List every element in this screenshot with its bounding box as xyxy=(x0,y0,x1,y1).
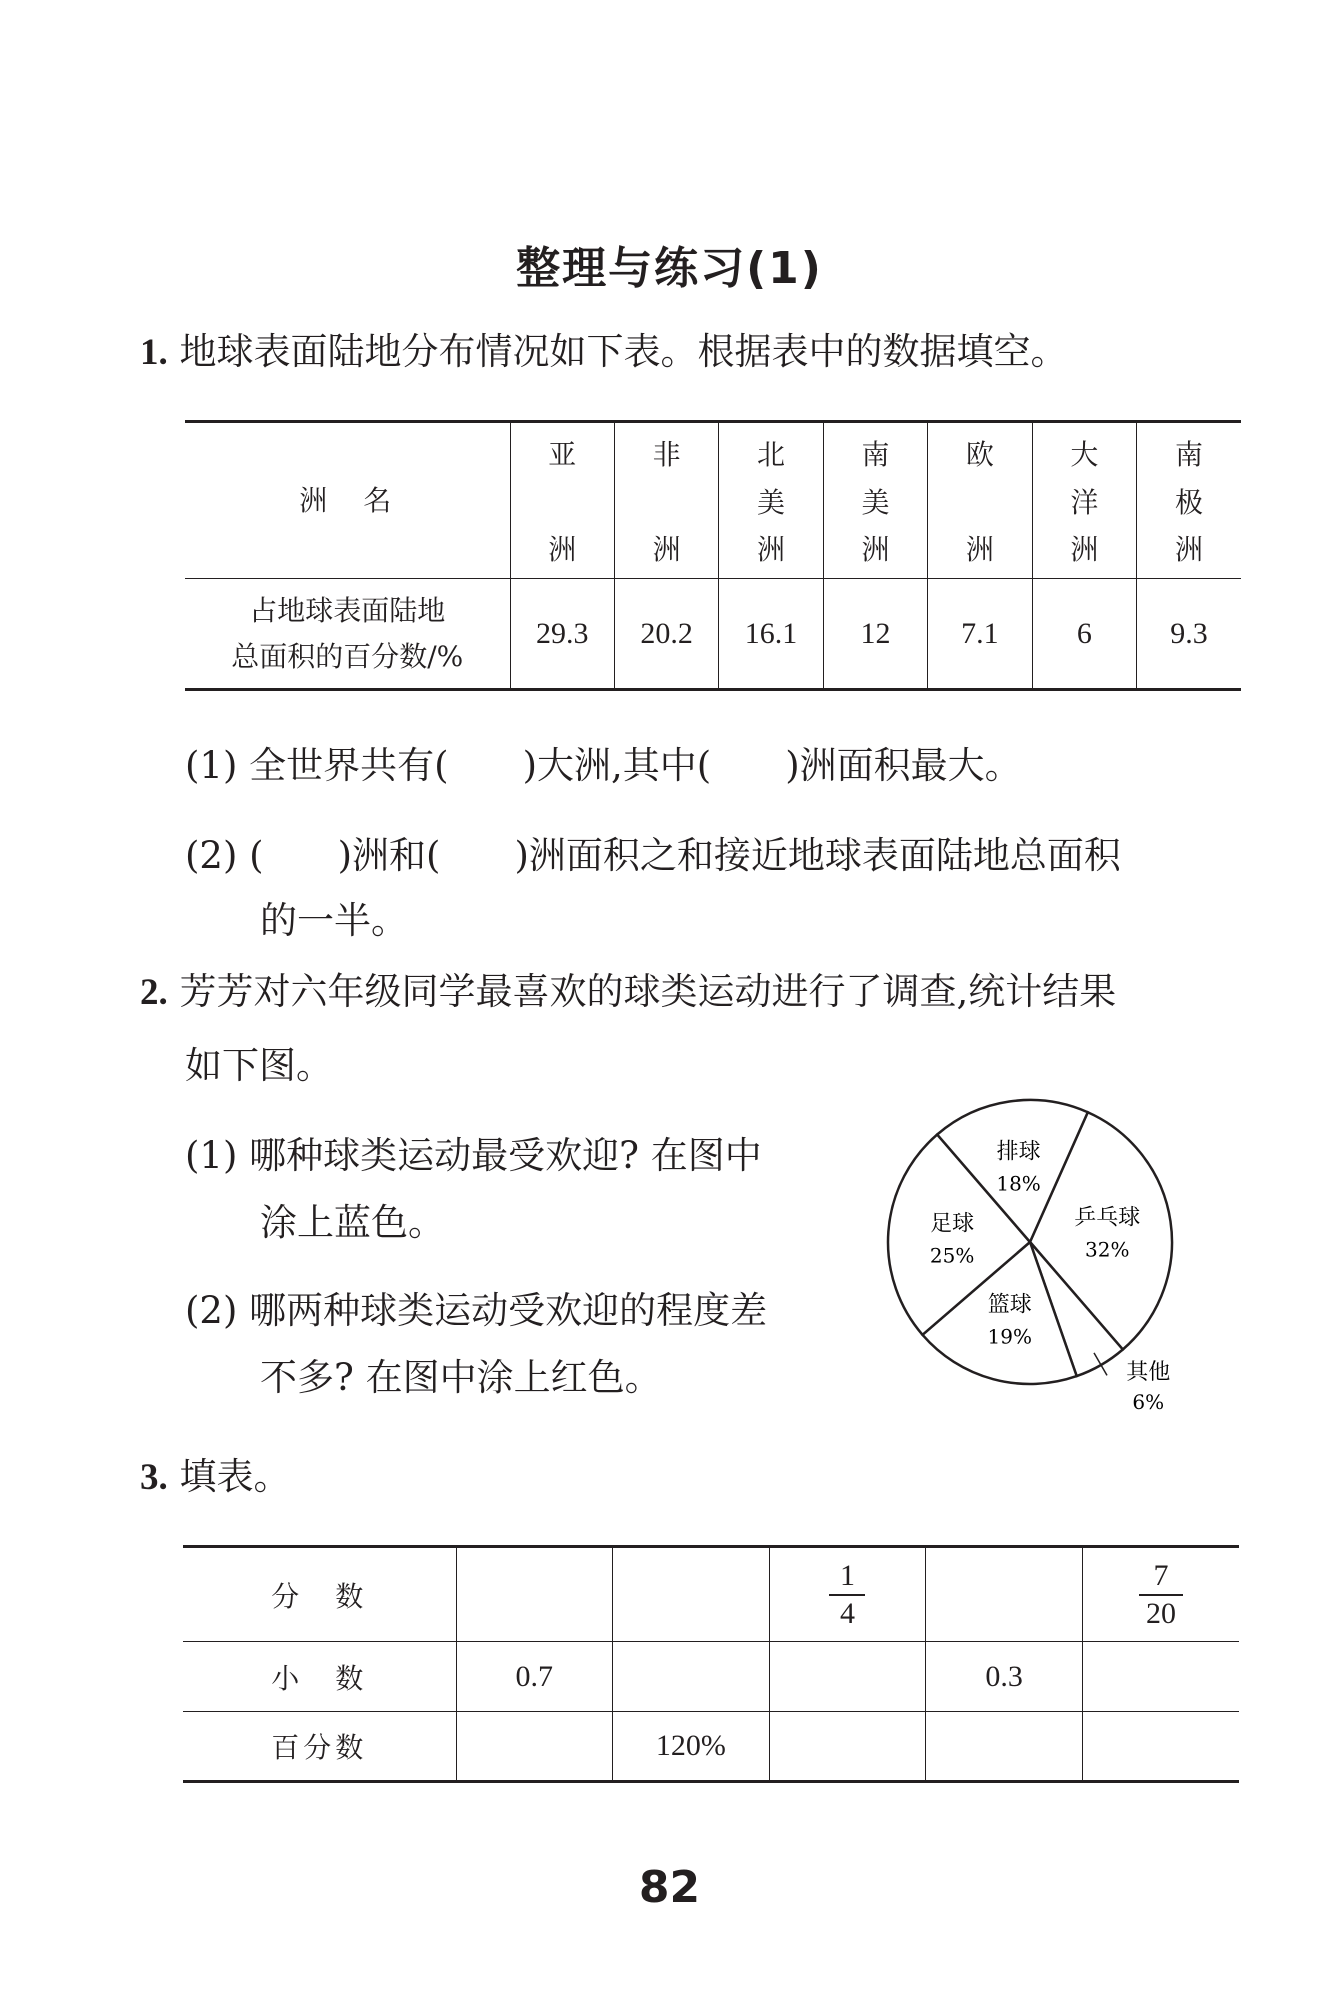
answer-cell[interactable] xyxy=(1082,1712,1239,1782)
fraction: $\frac{7}{20}$ xyxy=(1139,1558,1183,1632)
value-cell: 6 xyxy=(1032,579,1136,690)
q2-sub2-line1: (2) 哪两种球类运动受欢迎的程度差 xyxy=(185,1289,768,1332)
answer-cell[interactable] xyxy=(926,1712,1083,1782)
continent-header: 南 美 洲 xyxy=(823,422,927,579)
q2-sub1-line1: (1) 哪种球类运动最受欢迎? 在图中 xyxy=(185,1134,762,1177)
continent-table xyxy=(185,420,1241,691)
question-text: 地球表面陆地分布情况如下表。根据表中的数据填空。 xyxy=(179,330,1068,373)
pie-slice-percent: 25% xyxy=(929,1243,975,1268)
table-row xyxy=(185,422,1241,579)
value-cell: 16.1 xyxy=(719,579,823,690)
pie-slice-label: 足球 xyxy=(930,1211,975,1237)
page-title: 整理与练习(1) xyxy=(516,243,823,294)
pie-slice-label: 其他 xyxy=(1126,1359,1171,1385)
answer-cell[interactable] xyxy=(613,1642,770,1712)
q1-sub1: (1) 全世界共有( )大洲,其中( )洲面积最大。 xyxy=(185,744,1022,787)
continent-header: 非 洲 xyxy=(614,422,718,579)
question-1 xyxy=(140,330,1068,375)
table-row xyxy=(183,1547,1239,1642)
value-cell: 120% xyxy=(613,1712,770,1782)
fill-in-table xyxy=(183,1545,1239,1783)
name-header-cell: 洲 名 xyxy=(185,422,510,579)
value-cell: 9.3 xyxy=(1137,579,1241,690)
q1-sub2-line2: 的一半。 xyxy=(260,899,408,942)
pie-slice-percent: 18% xyxy=(996,1171,1041,1196)
answer-cell[interactable] xyxy=(456,1712,613,1782)
value-cell: 7.1 xyxy=(928,579,1032,690)
row-label: 百分数 xyxy=(183,1712,456,1782)
value-cell: 12 xyxy=(823,579,927,690)
table-row xyxy=(185,579,1241,690)
fraction: $\frac{1}{4}$ xyxy=(829,1558,865,1632)
pie-slice-percent: 32% xyxy=(1085,1237,1130,1262)
q2-sub2-line2: 不多? 在图中涂上红色。 xyxy=(260,1356,662,1399)
fraction-cell xyxy=(769,1547,926,1642)
row-label: 分 数 xyxy=(183,1547,456,1642)
value-cell: 0.7 xyxy=(456,1642,613,1712)
question-number: 1. xyxy=(140,332,168,373)
pie-slice-percent: 19% xyxy=(987,1324,1033,1349)
answer-cell[interactable] xyxy=(926,1547,1083,1642)
answer-cell[interactable] xyxy=(456,1547,613,1642)
row-label: 小 数 xyxy=(183,1642,456,1712)
page-number: 82 xyxy=(638,1862,701,1913)
continent-header: 南 极 洲 xyxy=(1137,422,1241,579)
answer-cell[interactable] xyxy=(613,1547,770,1642)
continent-header: 大 洋 洲 xyxy=(1032,422,1136,579)
question-number: 3. xyxy=(140,1457,168,1498)
row-header-cell: 占地球表面陆地 总面积的百分数/% xyxy=(185,579,510,690)
pie-slice-label: 乒乓球 xyxy=(1074,1205,1141,1231)
question-3 xyxy=(140,1455,291,1500)
q1-sub2-line1: (2) ( )洲和( )洲面积之和接近地球表面陆地总面积 xyxy=(185,834,1121,877)
question-text: 芳芳对六年级同学最喜欢的球类运动进行了调查,统计结果 xyxy=(179,970,1117,1013)
pie-slice-label: 排球 xyxy=(996,1139,1041,1165)
table-row xyxy=(183,1712,1239,1782)
answer-cell[interactable] xyxy=(769,1712,926,1782)
question-number: 2. xyxy=(140,972,168,1013)
pie-slice-percent: 6% xyxy=(1132,1389,1165,1410)
value-cell: 20.2 xyxy=(614,579,718,690)
answer-cell[interactable] xyxy=(769,1642,926,1712)
continent-header: 亚 洲 xyxy=(510,422,614,579)
value-cell: 29.3 xyxy=(510,579,614,690)
pie-slice-label: 篮球 xyxy=(987,1292,1032,1318)
continent-header: 北 美 洲 xyxy=(719,422,823,579)
fraction-cell xyxy=(1082,1547,1239,1642)
continent-header: 欧 洲 xyxy=(928,422,1032,579)
ball-sports-pie-chart xyxy=(880,1090,1260,1410)
answer-cell[interactable] xyxy=(1082,1642,1239,1712)
question-2 xyxy=(140,970,1116,1015)
value-cell: 0.3 xyxy=(926,1642,1083,1712)
table-row xyxy=(183,1642,1239,1712)
q2-text-line2: 如下图。 xyxy=(185,1044,333,1087)
question-text: 填表。 xyxy=(179,1455,291,1498)
q2-sub1-line2: 涂上蓝色。 xyxy=(260,1201,445,1244)
